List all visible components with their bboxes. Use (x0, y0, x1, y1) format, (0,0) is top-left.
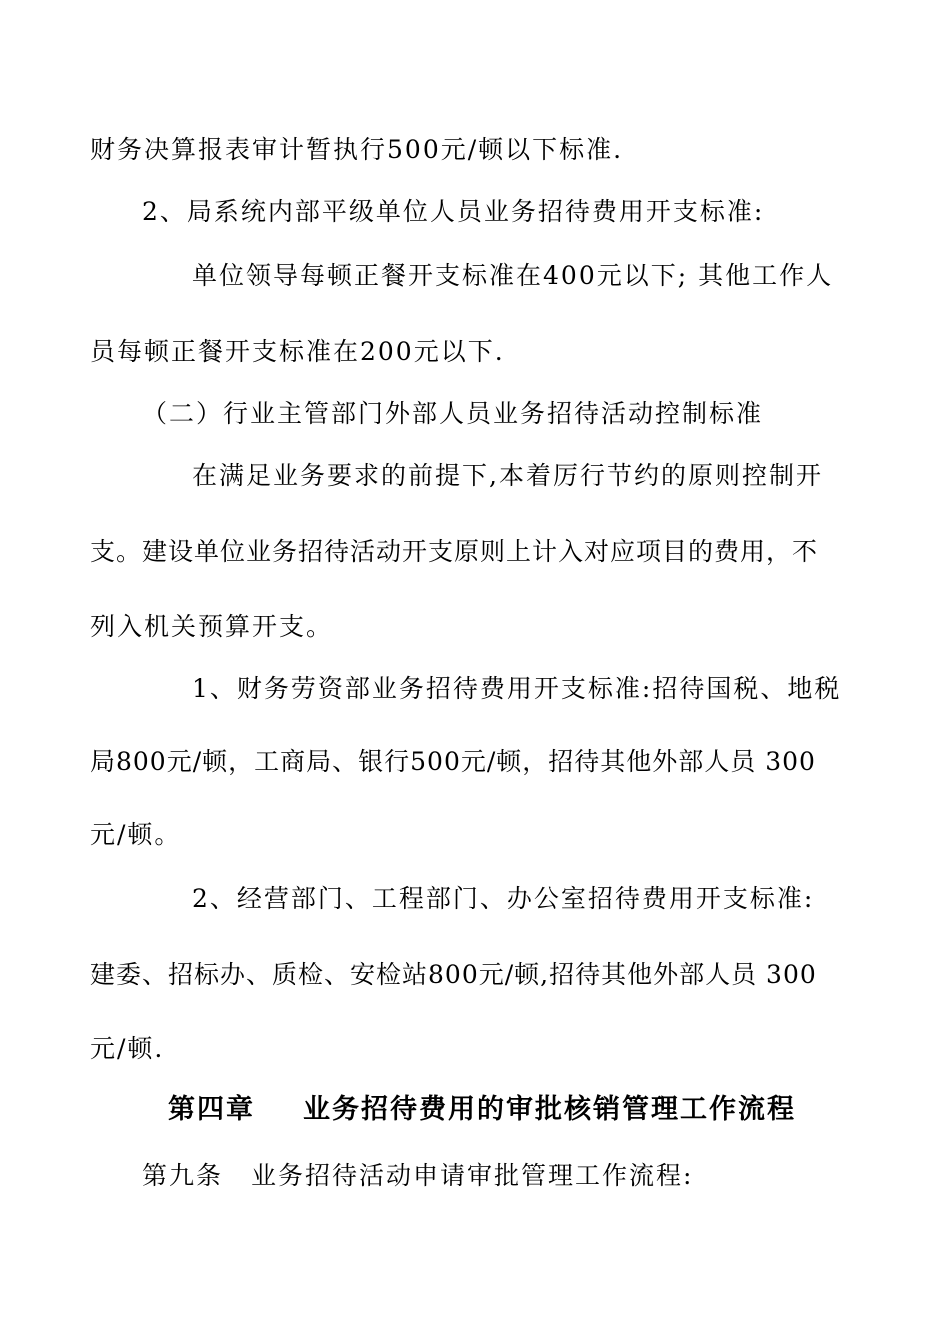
article-number: 第九条 (142, 1161, 224, 1190)
text-line-13: 建委、招标办、质检、安检站800元/顿,招待其他外部人员 300 (90, 960, 817, 989)
chapter-heading (168, 1092, 796, 1128)
text-line-14: 元/顿. (90, 1034, 165, 1063)
article-heading (142, 1159, 693, 1193)
chapter-number: 第四章 (168, 1094, 255, 1125)
text-line-4: 员每顿正餐开支标准在200元以下. (90, 337, 505, 366)
text-line-10: 局800元/顿，工商局、银行500元/顿，招待其他外部人员 300 (90, 747, 816, 776)
text-line-11: 元/顿。 (90, 820, 182, 849)
text-line-1: 财务决算报表审计暂执行500元/顿以下标准. (90, 135, 624, 164)
text-line-8: 列入机关预算开支。 (90, 612, 334, 641)
text-line-3: 单位领导每顿正餐开支标准在400元以下; 其他工作人 (192, 261, 834, 290)
text-line-5: （二）行业主管部门外部人员业务招待活动控制标准 (142, 399, 764, 428)
text-line-7: 支。建设单位业务招待活动开支原则上计入对应项目的费用，不 (90, 537, 819, 566)
article-title: 业务招待活动申请审批管理工作流程: (251, 1161, 694, 1190)
text-line-2: 2、局系统内部平级单位人员业务招待费用开支标准: (142, 197, 765, 226)
text-line-9: 1、财务劳资部业务招待费用开支标准:招待国税、地税 (192, 674, 842, 703)
text-line-6: 在满足业务要求的前提下,本着厉行节约的原则控制开 (192, 461, 823, 490)
text-line-12: 2、经营部门、工程部门、办公室招待费用开支标准: (192, 884, 815, 913)
chapter-title: 业务招待费用的审批核销管理工作流程 (303, 1094, 796, 1125)
